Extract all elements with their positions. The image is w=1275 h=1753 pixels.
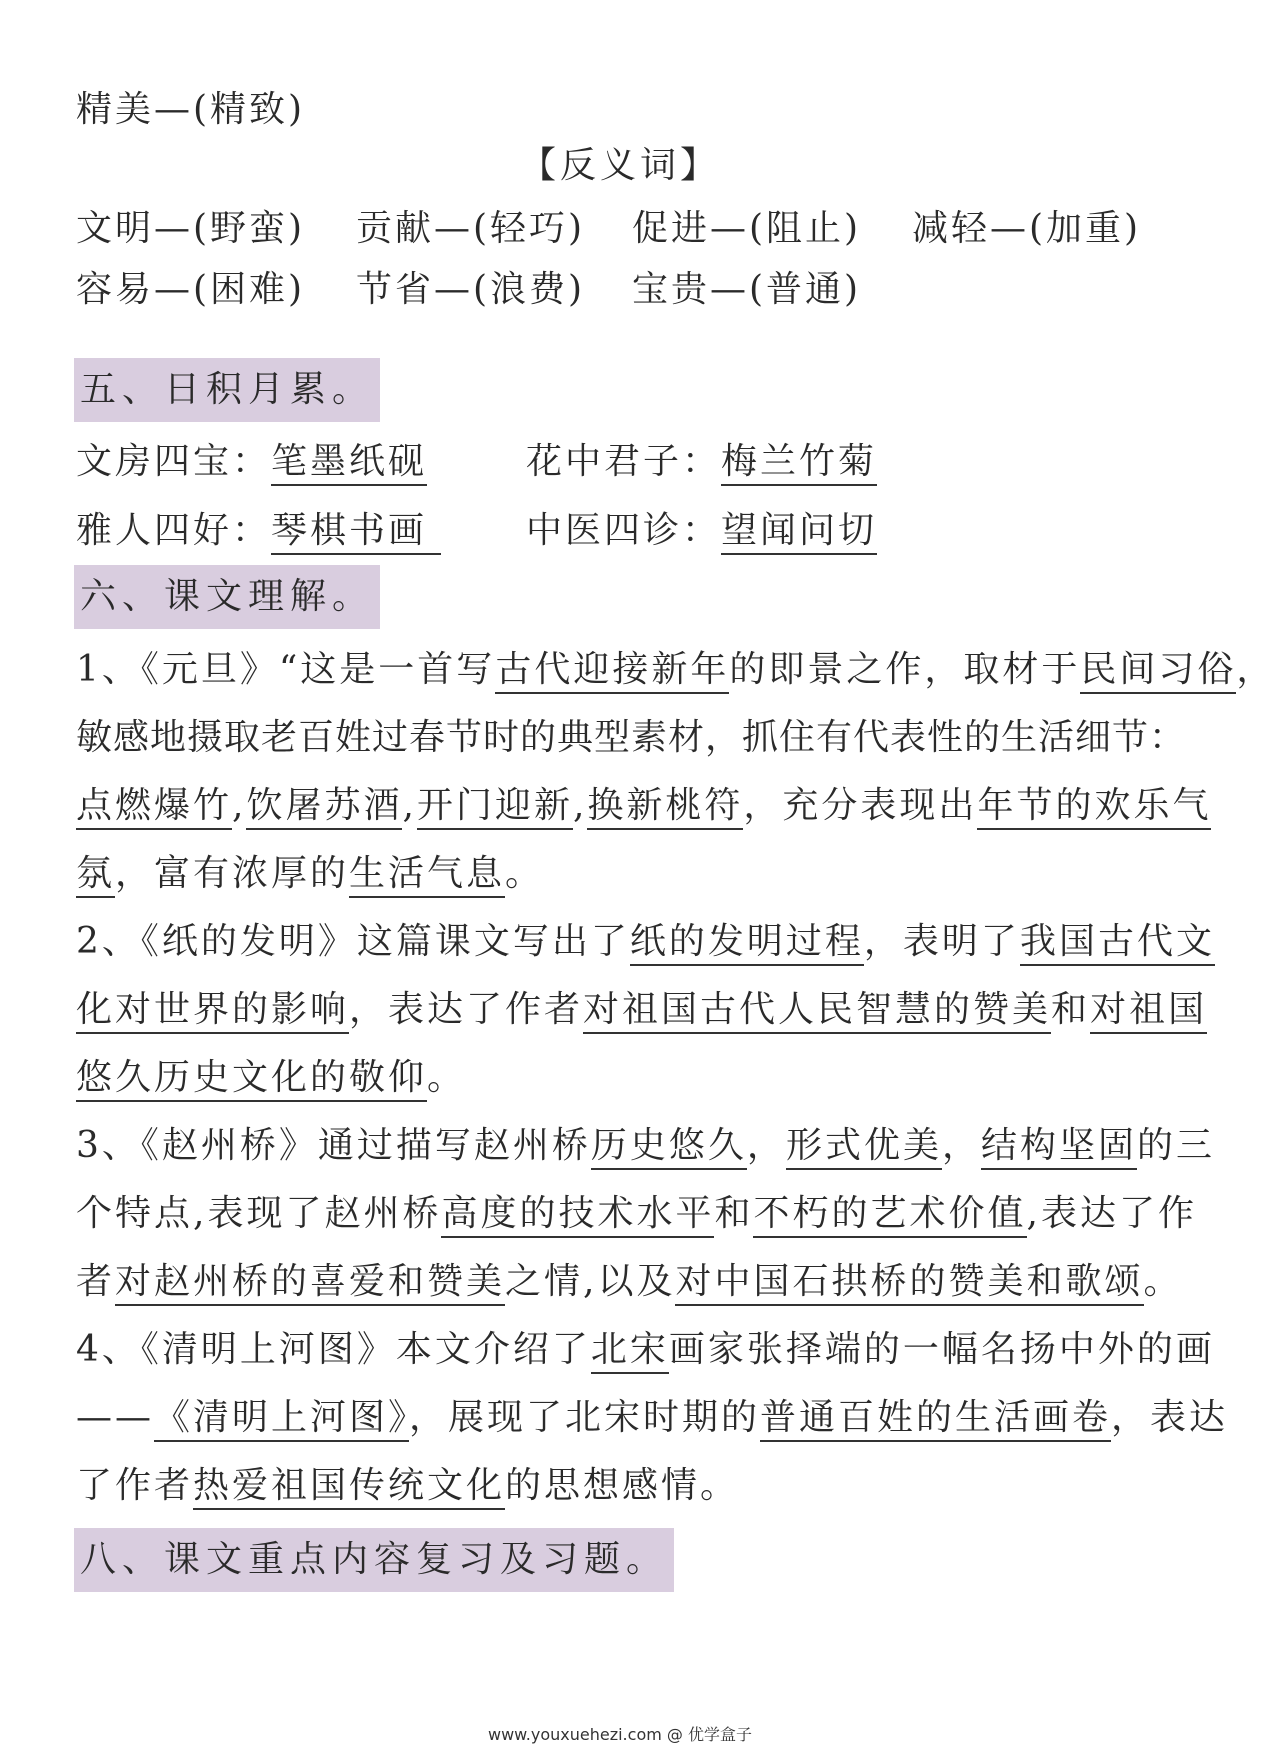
synonym-line: 精美—(精致) bbox=[76, 89, 306, 130]
item-label: 中医四诊： bbox=[526, 510, 722, 551]
key-phrase: 高度的技术水平 bbox=[441, 1193, 714, 1238]
key-phrase: 换新桃符 bbox=[587, 785, 743, 830]
text: 3、《赵州桥》通过描写赵州桥 bbox=[76, 1125, 591, 1166]
p3-line-1 bbox=[76, 1122, 1215, 1170]
key-phrase: 《清明上河图》 bbox=[154, 1397, 409, 1442]
item-answer: 望闻问切 bbox=[721, 510, 877, 555]
item-answer: 笔墨纸砚 bbox=[271, 441, 427, 486]
text: 和 bbox=[714, 1193, 754, 1234]
p2-line-1 bbox=[76, 918, 1215, 966]
key-phrase: 我国古代文 bbox=[1020, 921, 1215, 966]
text: ，表达 bbox=[1111, 1397, 1229, 1438]
text: ，表达了作者 bbox=[349, 989, 584, 1030]
text: , bbox=[402, 785, 417, 826]
antonym-pair: 贡献—(轻巧) bbox=[356, 208, 586, 249]
p3-line-2 bbox=[76, 1190, 1197, 1238]
text: —— bbox=[76, 1397, 154, 1438]
text: 了作者 bbox=[76, 1465, 194, 1506]
key-phrase: 对祖国 bbox=[1090, 989, 1207, 1034]
key-phrase: 点燃爆竹 bbox=[76, 785, 232, 830]
key-phrase: 普通百姓的生活画卷 bbox=[760, 1397, 1111, 1442]
text: 之情,以及 bbox=[505, 1261, 676, 1302]
text: 。 bbox=[427, 1057, 467, 1098]
antonym-pair: 宝贵—(普通) bbox=[632, 269, 862, 310]
footer-watermark: www.youxuehezi.com @ 优学盒子 bbox=[488, 1725, 752, 1744]
key-phrase: 年节的欢乐气 bbox=[977, 785, 1211, 830]
text: 者 bbox=[76, 1261, 116, 1302]
p4-line-3 bbox=[76, 1462, 739, 1510]
key-phrase: 形式优美 bbox=[786, 1125, 942, 1170]
antonym-pair: 减轻—(加重) bbox=[912, 208, 1142, 249]
antonym-pair: 节省—(浪费) bbox=[356, 269, 586, 310]
key-phrase: 对祖国古代人民智慧的赞美 bbox=[583, 989, 1051, 1034]
text: 的即景之作，取材于 bbox=[729, 649, 1081, 690]
text: 和 bbox=[1051, 989, 1091, 1030]
key-phrase: 开门迎新 bbox=[417, 785, 573, 830]
text: 2、《纸的发明》这篇课文写出了 bbox=[76, 921, 630, 962]
item-label: 雅人四好： bbox=[76, 510, 272, 551]
key-phrase: 氛 bbox=[76, 853, 115, 898]
text: , bbox=[572, 785, 588, 826]
key-phrase: 饮屠苏酒 bbox=[246, 785, 402, 830]
text: ，表明了 bbox=[863, 921, 1020, 962]
text: , bbox=[232, 785, 247, 826]
accumulation-item bbox=[76, 507, 441, 555]
p3-line-3 bbox=[76, 1258, 1183, 1306]
antonym-pair: 促进—(阻止) bbox=[632, 208, 862, 249]
accumulation-item bbox=[76, 438, 427, 486]
item-label: 花中君子： bbox=[526, 441, 722, 482]
section-5-heading: 五、日积月累。 bbox=[74, 358, 380, 422]
item-answer: 梅兰竹菊 bbox=[721, 441, 877, 486]
p1-line-3 bbox=[76, 782, 1211, 830]
text: ，富有浓厚的 bbox=[115, 853, 350, 894]
text: 的思想感情。 bbox=[505, 1465, 740, 1506]
key-phrase: 热爱祖国传统文化 bbox=[193, 1465, 505, 1510]
p1-line-1 bbox=[76, 646, 1275, 694]
text: 。 bbox=[505, 853, 545, 894]
item-label: 文房四宝： bbox=[76, 441, 272, 482]
key-phrase: 古代迎接新年 bbox=[495, 649, 729, 694]
key-phrase: 对中国石拱桥的赞美和歌颂 bbox=[675, 1261, 1143, 1306]
antonym-pair: 容易—(困难) bbox=[76, 269, 306, 310]
key-phrase: 历史悠久 bbox=[591, 1125, 747, 1170]
p4-line-1 bbox=[76, 1326, 1215, 1374]
key-phrase: 化对世界的影响 bbox=[76, 989, 349, 1034]
text: 4、《清明上河图》本文介绍了 bbox=[76, 1329, 591, 1370]
text: ,表达了作 bbox=[1026, 1193, 1197, 1234]
key-phrase: 对赵州桥的喜爱和赞美 bbox=[115, 1261, 505, 1306]
section-6-heading: 六、课文理解。 bbox=[74, 565, 380, 629]
text: ，充分表现出 bbox=[743, 785, 978, 826]
p4-line-2 bbox=[76, 1394, 1228, 1442]
key-phrase: 悠久历史文化的敬仰 bbox=[76, 1057, 427, 1102]
key-phrase: 不朽的艺术价值 bbox=[753, 1193, 1026, 1238]
text: 的三 bbox=[1136, 1125, 1215, 1166]
text: 。 bbox=[1143, 1261, 1183, 1302]
key-phrase: 结构坚固 bbox=[981, 1125, 1137, 1170]
accumulation-item bbox=[526, 507, 877, 555]
item-answer: 琴棋书画 bbox=[271, 510, 441, 555]
text: ， bbox=[1236, 649, 1275, 690]
accumulation-item bbox=[526, 438, 877, 486]
key-phrase: 纸的发明过程 bbox=[630, 921, 864, 966]
p1-line-4 bbox=[76, 850, 544, 898]
section-8-heading: 八、课文重点内容复习及习题。 bbox=[74, 1528, 674, 1592]
text: 画家张择端的一幅名扬中外的画 bbox=[668, 1329, 1215, 1370]
text: ， bbox=[941, 1125, 981, 1166]
p2-line-2 bbox=[76, 986, 1207, 1034]
p2-line-3 bbox=[76, 1054, 466, 1102]
antonym-heading: 【反义词】 bbox=[519, 145, 720, 186]
p1-line-2: 敏感地摄取老百姓过春节时的典型素材，抓住有代表性的生活细节： bbox=[76, 717, 1187, 758]
text: 1、《元旦》“这是一首写 bbox=[76, 649, 496, 690]
text: 个特点,表现了赵州桥 bbox=[76, 1193, 442, 1234]
key-phrase: 生活气息 bbox=[349, 853, 505, 898]
key-phrase: 民间习俗 bbox=[1080, 649, 1236, 694]
text: ， bbox=[746, 1125, 786, 1166]
text: ，展现了北宋时期的 bbox=[409, 1397, 761, 1438]
key-phrase: 北宋 bbox=[591, 1329, 669, 1374]
antonym-pair: 文明—(野蛮) bbox=[76, 208, 306, 249]
